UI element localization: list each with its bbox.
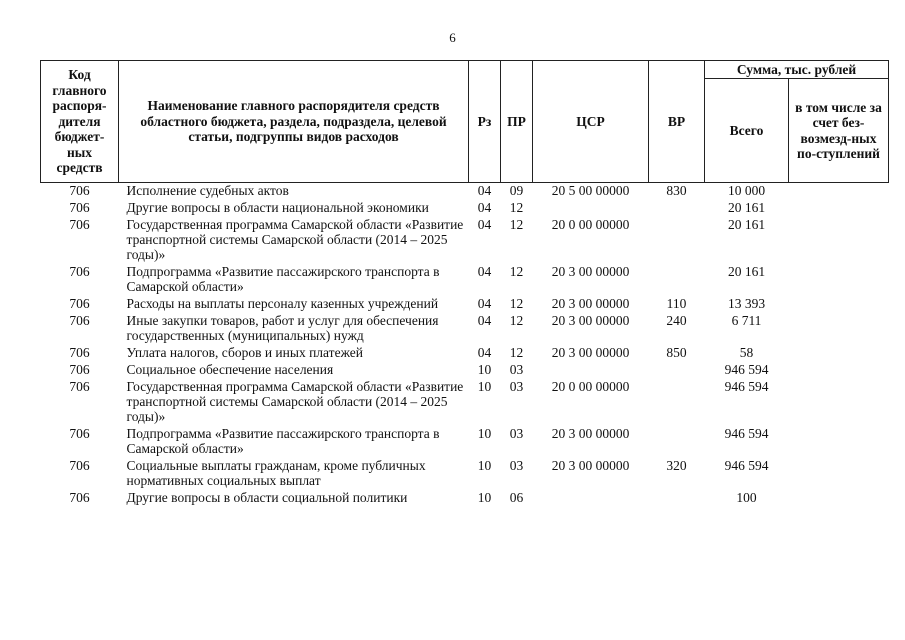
cell-total: 58 [739, 345, 754, 360]
cell-name: Иные закупки товаров, работ и услуг для обеспечения государственных (муниципальных) нужд [126, 313, 439, 343]
cell-rz: 04 [477, 217, 492, 232]
cell-gratuitous [789, 426, 889, 458]
cell-name: Социальные выплаты гражданам, кроме публичных нормативных социальных выплат [126, 458, 426, 488]
cell-total: 10 000 [727, 183, 766, 198]
cell-rz: 10 [477, 379, 492, 394]
cell-gratuitous [789, 183, 889, 201]
cell-name: Государственная программа Самарской области «Развитие транспортной системы Самарской области (2014 – 2025 годы)» [126, 217, 464, 262]
cell-rz: 10 [477, 426, 492, 441]
table-row [41, 200, 889, 217]
table-row [41, 458, 889, 490]
header-vr: ВР [649, 61, 705, 183]
cell-total: 946 594 [724, 379, 769, 394]
cell-total: 20 161 [727, 217, 766, 232]
cell-csr: 20 0 00 00000 [551, 217, 630, 232]
cell-total: 6 711 [731, 313, 762, 328]
table-body [41, 183, 889, 508]
cell-name: Исполнение судебных актов [126, 183, 289, 198]
cell-rz: 10 [477, 458, 492, 473]
cell-pr: 03 [509, 458, 524, 473]
cell-pr: 03 [509, 362, 524, 377]
cell-code: 706 [69, 379, 90, 394]
cell-code: 706 [69, 490, 90, 505]
cell-rz: 10 [477, 362, 492, 377]
table-row [41, 490, 889, 507]
budget-table [40, 60, 889, 507]
cell-csr: 20 3 00 00000 [551, 458, 630, 473]
cell-code: 706 [69, 296, 90, 311]
cell-code: 706 [69, 313, 90, 328]
cell-csr: 20 0 00 00000 [551, 379, 630, 394]
cell-total: 13 393 [727, 296, 766, 311]
cell-name: Уплата налогов, сборов и иных платежей [126, 345, 363, 360]
cell-pr: 12 [509, 264, 524, 279]
cell-csr [533, 490, 649, 507]
cell-pr: 12 [509, 296, 524, 311]
table-row [41, 379, 889, 426]
cell-gratuitous [789, 458, 889, 490]
cell-gratuitous [789, 264, 889, 296]
cell-vr: 830 [666, 183, 687, 198]
cell-total: 946 594 [724, 458, 769, 473]
table-row [41, 345, 889, 362]
header-csr: ЦСР [533, 61, 649, 183]
cell-name: Подпрограмма «Развитие пассажирского транспорта в Самарской области» [126, 426, 440, 456]
cell-csr [533, 200, 649, 217]
cell-vr [649, 200, 705, 217]
cell-vr: 240 [666, 313, 687, 328]
cell-vr [649, 362, 705, 379]
cell-name: Государственная программа Самарской области «Развитие транспортной системы Самарской области (2014 – 2025 годы)» [126, 379, 464, 424]
cell-total: 946 594 [724, 426, 769, 441]
cell-vr [649, 379, 705, 426]
cell-vr: 320 [666, 458, 687, 473]
cell-vr [649, 490, 705, 507]
header-gratuitous: в том числе за счет без-возмезд-ных по-ступлений [789, 79, 889, 183]
cell-pr: 12 [509, 217, 524, 232]
cell-pr: 12 [509, 313, 524, 328]
header-code: Код главного распоря-дителя бюджет-ных средств [41, 61, 119, 183]
cell-csr [533, 362, 649, 379]
cell-code: 706 [69, 183, 90, 198]
header-rz: Рз [469, 61, 501, 183]
cell-csr: 20 3 00 00000 [551, 345, 630, 360]
table-row [41, 296, 889, 313]
cell-pr: 06 [509, 490, 524, 505]
page-number: 6 [449, 30, 456, 45]
cell-gratuitous [789, 490, 889, 507]
cell-rz: 04 [477, 296, 492, 311]
cell-vr [649, 217, 705, 264]
cell-vr: 110 [666, 296, 687, 311]
cell-rz: 04 [477, 345, 492, 360]
cell-vr [649, 426, 705, 458]
cell-pr: 03 [509, 379, 524, 394]
cell-rz: 04 [477, 264, 492, 279]
table-row [41, 264, 889, 296]
cell-csr: 20 3 00 00000 [551, 313, 630, 328]
cell-csr: 20 5 00 00000 [551, 183, 630, 198]
cell-gratuitous [789, 362, 889, 379]
cell-pr: 09 [509, 183, 524, 198]
cell-rz: 04 [477, 183, 492, 198]
cell-pr: 12 [509, 345, 524, 360]
cell-pr: 03 [509, 426, 524, 441]
cell-total: 20 161 [727, 200, 766, 215]
cell-csr: 20 3 00 00000 [551, 426, 630, 441]
cell-total: 20 161 [727, 264, 766, 279]
cell-code: 706 [69, 426, 90, 441]
cell-code: 706 [69, 362, 90, 377]
table-row [41, 217, 889, 264]
cell-rz: 04 [477, 313, 492, 328]
cell-gratuitous [789, 313, 889, 345]
cell-name: Другие вопросы в области социальной политики [126, 490, 408, 505]
cell-csr: 20 3 00 00000 [551, 264, 630, 279]
cell-code: 706 [69, 200, 90, 215]
cell-name: Социальное обеспечение населения [126, 362, 334, 377]
cell-vr: 850 [666, 345, 687, 360]
cell-gratuitous [789, 379, 889, 426]
header-sum-group: Сумма, тыс. рублей [705, 61, 889, 79]
cell-vr [649, 264, 705, 296]
cell-total: 100 [736, 490, 757, 505]
header-name: Наименование главного распорядителя средств областного бюджета, раздела, подраздела, целевой статьи, подгруппы видов расходов [119, 61, 469, 183]
cell-rz: 10 [477, 490, 492, 505]
table-row [41, 313, 889, 345]
cell-gratuitous [789, 200, 889, 217]
cell-code: 706 [69, 458, 90, 473]
cell-csr: 20 3 00 00000 [551, 296, 630, 311]
cell-rz: 04 [477, 200, 492, 215]
cell-gratuitous [789, 217, 889, 264]
table-row [41, 183, 889, 201]
cell-pr: 12 [509, 200, 524, 215]
cell-code: 706 [69, 345, 90, 360]
cell-gratuitous [789, 296, 889, 313]
table-header [41, 61, 889, 183]
cell-code: 706 [69, 217, 90, 232]
header-total: Всего [705, 79, 789, 183]
cell-code: 706 [69, 264, 90, 279]
cell-total: 946 594 [724, 362, 769, 377]
table-row [41, 362, 889, 379]
table-row [41, 426, 889, 458]
cell-name: Подпрограмма «Развитие пассажирского транспорта в Самарской области» [126, 264, 440, 294]
cell-name: Другие вопросы в области национальной экономики [126, 200, 429, 215]
cell-gratuitous [789, 345, 889, 362]
header-pr: ПР [501, 61, 533, 183]
cell-name: Расходы на выплаты персоналу казенных учреждений [126, 296, 439, 311]
